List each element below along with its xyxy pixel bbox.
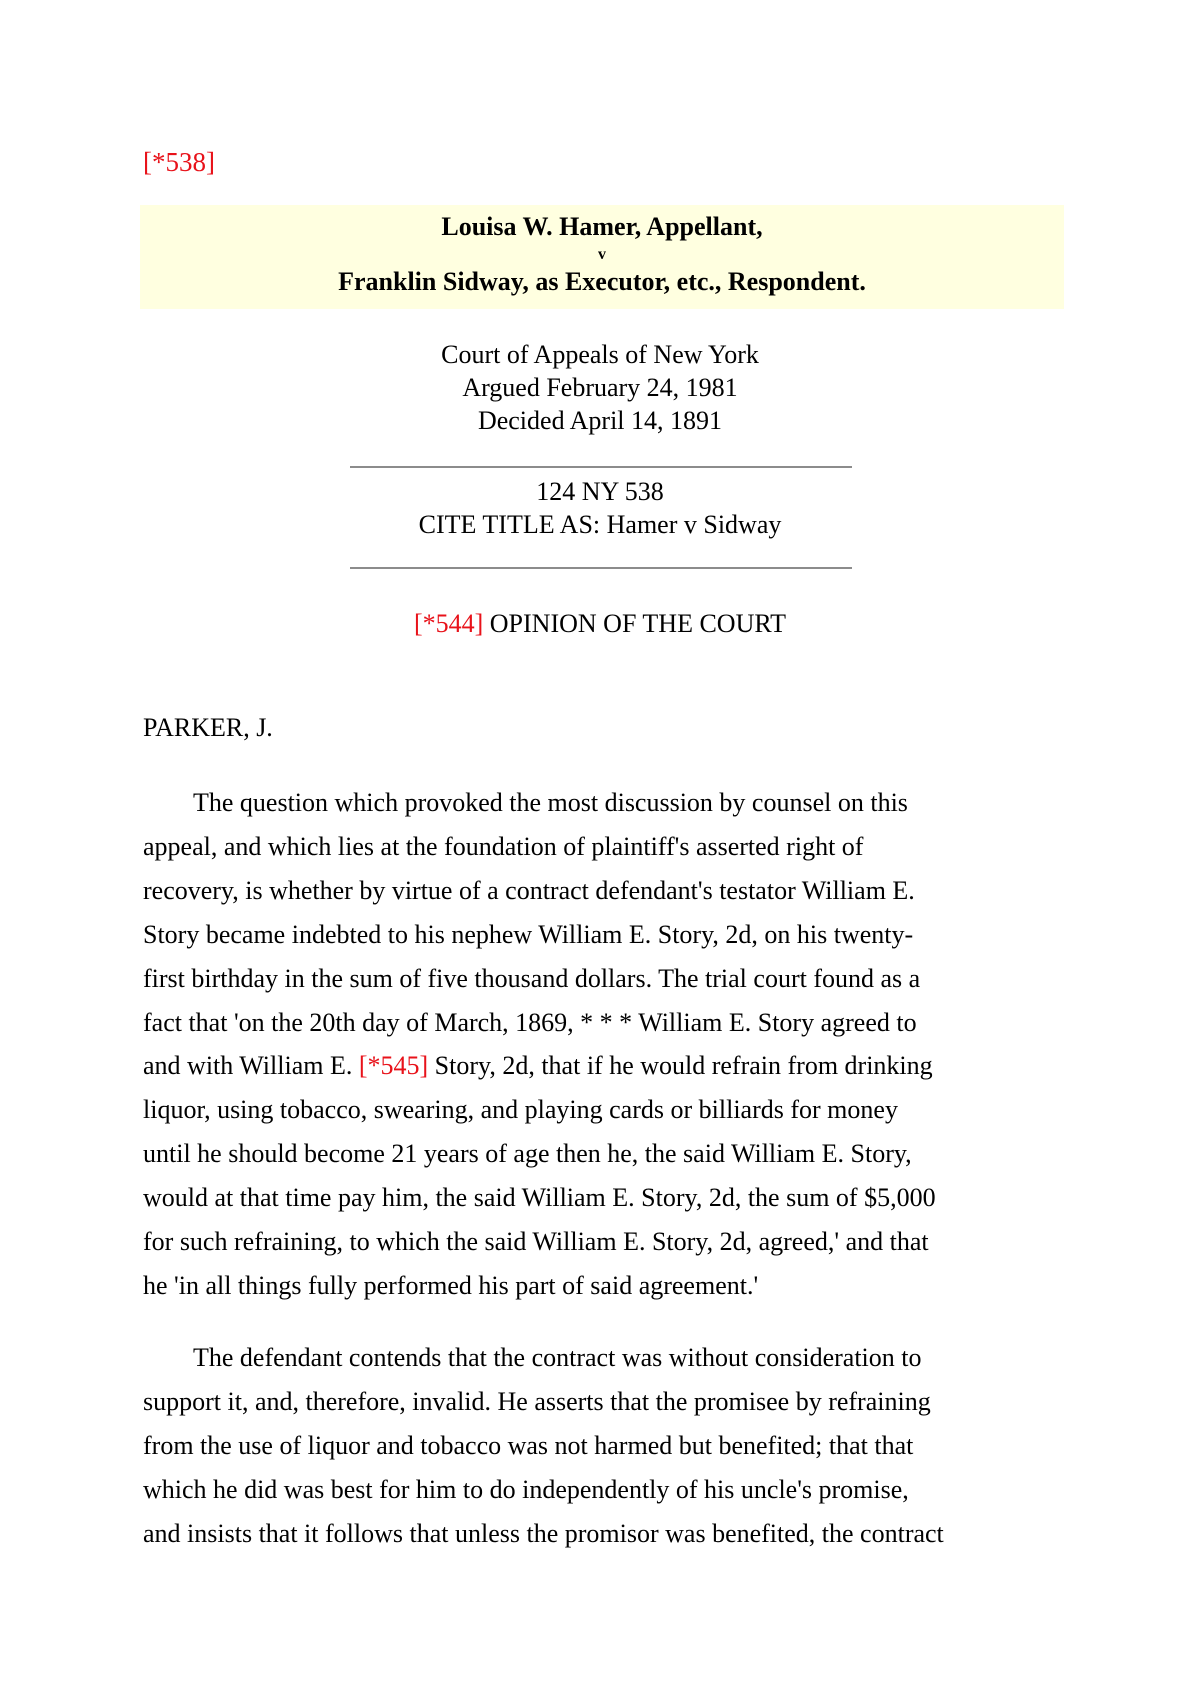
paragraph-1-line: first birthday in the sum of five thousand dollars. The trial court found as a — [143, 963, 921, 993]
line-text: Story, 2d, that if he would refrain from drinking — [428, 1051, 933, 1081]
paragraph-2-line: The defendant contends that the contract was without consideration to — [193, 1342, 922, 1372]
opinion-body — [143, 781, 1053, 1555]
reporter-citation: 124 NY 538 — [536, 477, 664, 506]
paragraph-1-line: would at that time pay him, the said William E. Story, 2d, the sum of $5,000 — [143, 1183, 936, 1213]
paragraph-2-line: from the use of liquor and tobacco was not harmed but benefited; that that — [143, 1430, 914, 1460]
paragraph-2-line: which he did was best for him to do independently of his uncle's promise, — [143, 1474, 909, 1504]
paragraph-1-line — [143, 1044, 1053, 1088]
paragraph-1-line: for such refraining, to which the said William E. Story, 2d, agreed,' and that — [143, 1227, 929, 1257]
citation-info — [0, 475, 1200, 541]
caption-versus: v — [598, 246, 606, 263]
paragraph-1-line: The question which provoked the most discussion by counsel on this — [193, 788, 908, 817]
court-info — [0, 338, 1200, 437]
paragraph-2-line: support it, and, therefore, invalid. He asserts that the promisee by refraining — [143, 1386, 931, 1416]
opinion-heading-text: OPINION OF THE COURT — [483, 609, 787, 638]
paragraph-1 — [143, 781, 1053, 1308]
paragraph-1-line: appeal, and which lies at the foundation of plaintiff's asserted right of — [143, 831, 864, 861]
paragraph-2-line: and insists that it follows that unless the promisor was benefited, the contract — [143, 1518, 944, 1548]
line-text: and with William E. — [143, 1051, 359, 1081]
paragraph-1-line: recovery, is whether by virtue of a contract defendant's testator William E. — [143, 875, 915, 905]
court-name: Court of Appeals of New York — [441, 340, 759, 369]
paragraph-1-line: fact that 'on the 20th day of March, 1869, * * * William E. Story agreed to — [143, 1007, 917, 1037]
paragraph-2 — [143, 1336, 1053, 1556]
cite-title: CITE TITLE AS: Hamer v Sidway — [418, 510, 782, 539]
paragraph-1-line: Story became indebted to his nephew William E. Story, 2d, on his twenty- — [143, 919, 914, 949]
paragraph-1-line: until he should become 21 years of age then he, the said William E. Story, — [143, 1139, 912, 1169]
caption-appellant: Louisa W. Hamer, Appellant, — [441, 212, 763, 241]
caption-respondent: Franklin Sidway, as Executor, etc., Respondent. — [338, 267, 866, 296]
page-marker-545: [*545] — [358, 1051, 429, 1081]
divider-bottom — [350, 567, 852, 569]
paragraph-1-line: he 'in all things fully performed his part of said agreement.' — [143, 1270, 759, 1300]
argued-date: Argued February 24, 1981 — [462, 373, 738, 402]
decided-date: Decided April 14, 1891 — [477, 406, 723, 435]
case-caption — [140, 205, 1064, 309]
judge-name: PARKER, J. — [143, 713, 273, 742]
page-marker-538: [*538] — [143, 147, 215, 177]
opinion-heading — [0, 608, 1200, 640]
divider-top — [350, 466, 852, 468]
paragraph-1-line: liquor, using tobacco, swearing, and playing cards or billiards for money — [143, 1095, 898, 1125]
page-marker-544: [*544] — [413, 609, 484, 638]
